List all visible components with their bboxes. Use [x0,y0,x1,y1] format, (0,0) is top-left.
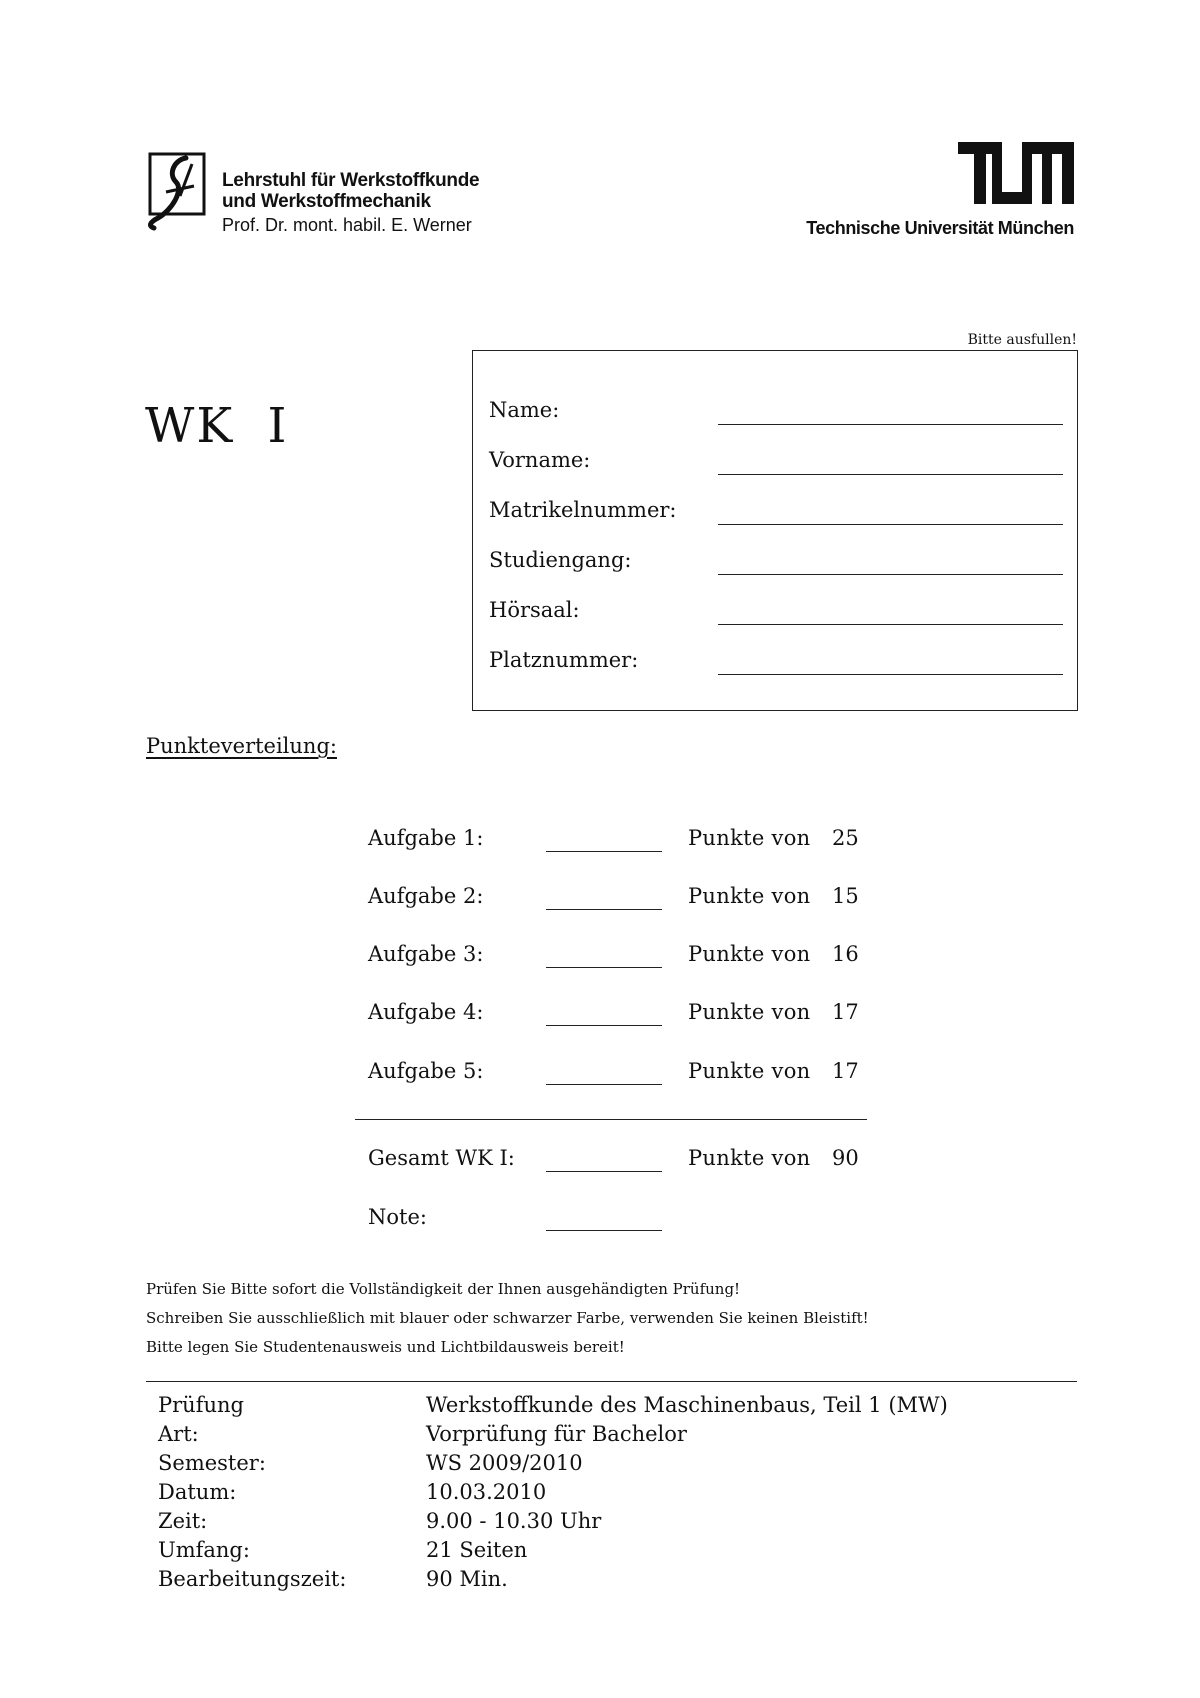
total-max-points: 90 [832,1146,859,1170]
score-row-task-2 [368,884,868,914]
info-key: Art: [158,1422,199,1446]
platznummer-field [489,648,1063,678]
max-points: 15 [832,884,859,908]
score-row-task-5 [368,1059,868,1089]
name-field [489,398,1063,428]
score-blank[interactable] [546,1025,662,1026]
info-key: Datum: [158,1480,237,1504]
fill-in-hint: Bitte ausfullen! [967,332,1077,348]
info-key: Semester: [158,1451,266,1475]
total-label: Gesamt WK I: [368,1146,515,1170]
total-blank[interactable] [546,1171,662,1172]
notice-id-cards: Bitte legen Sie Studentenausweis und Lichtbildausweis bereit! [146,1338,625,1356]
grade-blank[interactable] [546,1230,662,1231]
score-blank[interactable] [546,1084,662,1085]
chair-name-line2: und Werkstoffmechanik [222,191,431,212]
points-of-label: Punkte von [688,1059,811,1083]
info-key: Umfang: [158,1538,250,1562]
max-points: 17 [832,1000,859,1024]
hoersaal-field [489,598,1063,628]
studiengang-blank[interactable] [718,574,1063,575]
field-label: Name: [489,398,560,422]
info-key: Zeit: [158,1509,208,1533]
info-key: Prüfung [158,1393,244,1417]
points-of-label: Punkte von [688,884,811,908]
matrikelnummer-field [489,498,1063,528]
task-label: Aufgabe 3: [368,942,484,966]
score-row-task-3 [368,942,868,972]
max-points: 25 [832,826,859,850]
score-blank[interactable] [546,967,662,968]
max-points: 16 [832,942,859,966]
field-label: Vorname: [489,448,591,472]
student-info-box [472,350,1078,711]
score-divider [355,1119,867,1120]
info-value: Vorprüfung für Bachelor [426,1422,687,1446]
points-of-label: Punkte von [688,942,811,966]
platznummer-blank[interactable] [718,674,1063,675]
score-row-task-1 [368,826,868,856]
field-label: Studiengang: [489,548,632,572]
info-value: 90 Min. [426,1567,508,1591]
info-value: 9.00 - 10.30 Uhr [426,1509,602,1533]
university-name: Technische Universität München [806,218,1074,238]
info-value: WS 2009/2010 [426,1451,583,1475]
info-value: 10.03.2010 [426,1480,547,1504]
task-label: Aufgabe 4: [368,1000,484,1024]
professor-name: Prof. Dr. mont. habil. E. Werner [222,215,472,235]
vorname-blank[interactable] [718,474,1063,475]
task-label: Aufgabe 1: [368,826,484,850]
chair-name-line1: Lehrstuhl für Werkstoffkunde [222,170,480,191]
notice-ink: Schreiben Sie ausschließlich mit blauer oder schwarzer Farbe, verwenden Sie keinen Bleistift! [146,1309,869,1327]
chair-name [222,170,479,237]
matrikelnummer-blank[interactable] [718,524,1063,525]
studiengang-field [489,548,1063,578]
points-of-label: Punkte von [688,1000,811,1024]
score-row-total [368,1146,868,1176]
score-blank[interactable] [546,851,662,852]
score-row-task-4 [368,1000,868,1030]
tum-logo-icon [958,142,1074,204]
info-key: Bearbeitungszeit: [158,1567,347,1591]
field-label: Hörsaal: [489,598,580,622]
score-row-grade [368,1205,868,1235]
info-value: Werkstoffkunde des Maschinenbaus, Teil 1 (MW) [426,1393,948,1417]
exam-title: WK I [145,398,289,454]
task-label: Aufgabe 2: [368,884,484,908]
points-of-label: Punkte von [688,826,811,850]
field-label: Matrikelnummer: [489,498,677,522]
chair-logo-icon [146,152,210,232]
grade-label: Note: [368,1205,427,1229]
max-points: 17 [832,1059,859,1083]
score-blank[interactable] [546,909,662,910]
info-value: 21 Seiten [426,1538,528,1562]
hoersaal-blank[interactable] [718,624,1063,625]
points-of-label: Punkte von [688,1146,811,1170]
vorname-field [489,448,1063,478]
field-label: Platznummer: [489,648,639,672]
info-divider [146,1381,1077,1382]
task-label: Aufgabe 5: [368,1059,484,1083]
points-heading: Punkteverteilung: [146,734,337,758]
notice-completeness: Prüfen Sie Bitte sofort die Vollständigkeit der Ihnen ausgehändigten Prüfung! [146,1280,741,1298]
name-blank[interactable] [718,424,1063,425]
